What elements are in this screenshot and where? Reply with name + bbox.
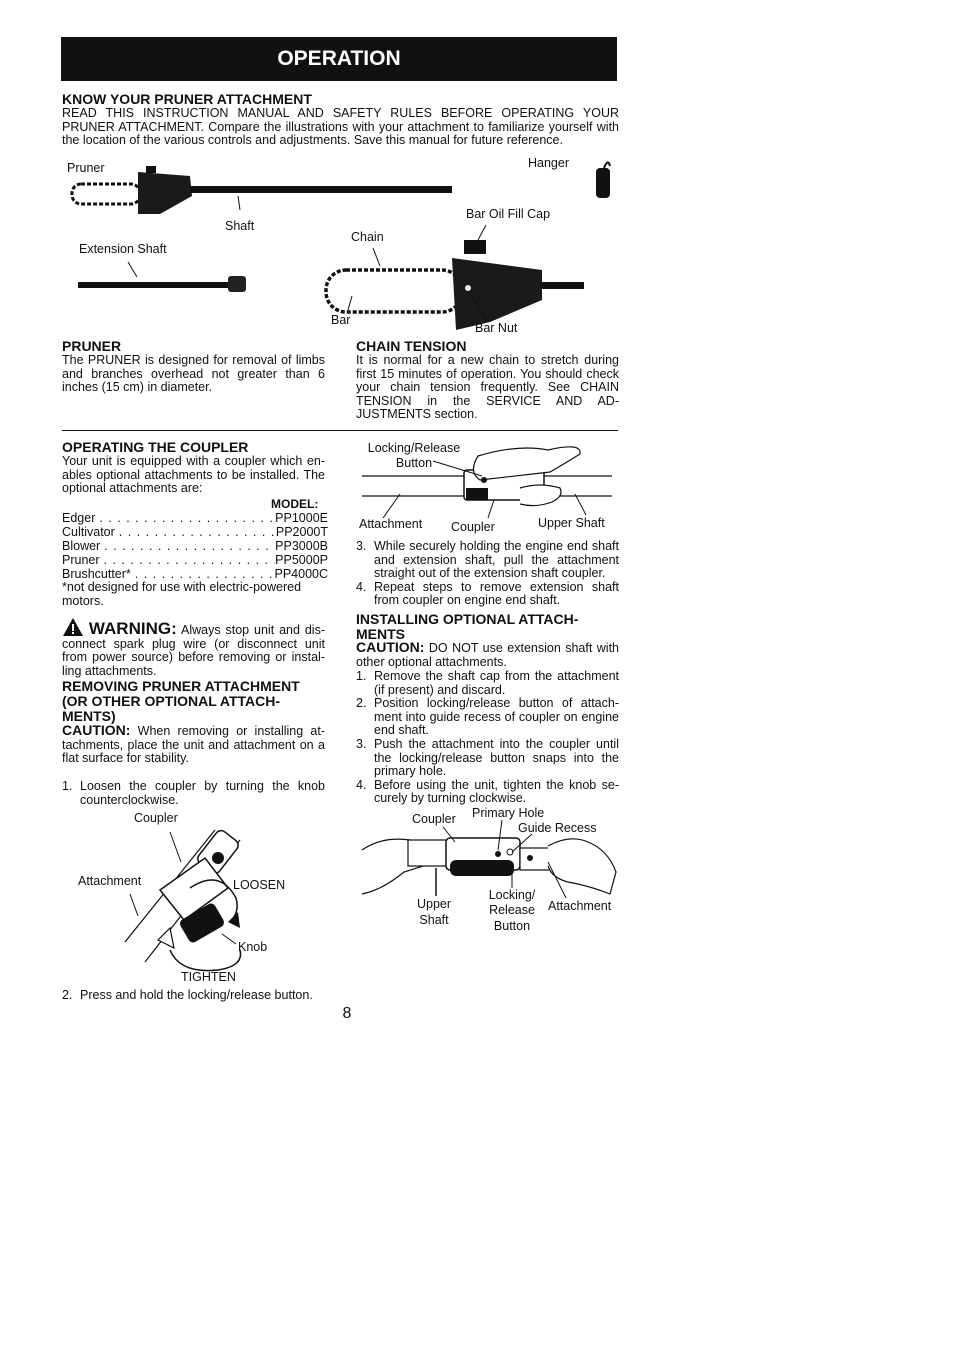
model-header: MODEL: [271, 497, 319, 511]
step-number: 4. [356, 777, 367, 792]
step-number: 2. [62, 988, 73, 1002]
label-shaft: Shaft [419, 913, 449, 927]
label-loosen: LOOSEN [233, 878, 286, 892]
step-number: 1. [356, 669, 367, 683]
model-name: Blower [62, 539, 101, 553]
step-text: Before using the unit, tighten the knob se-curely by turning clockwise. [374, 777, 619, 806]
label-tighten: TIGHTEN [181, 970, 236, 984]
caution-label: CAUTION: [356, 639, 425, 655]
label-coupler: Coupler [134, 811, 178, 825]
label-locking: Locking/ [488, 888, 536, 902]
caution-text: DO NOT use extension shaft with other optional attachments. [356, 641, 619, 669]
label-extension-shaft: Extension Shaft [79, 242, 167, 256]
know-title: KNOW YOUR PRUNER ATTACHMENT [62, 91, 312, 107]
pruner-text: The PRUNER is designed for removal of limbs and branches overhead not greater than 6 inches (15 cm) in diameter. [62, 353, 325, 395]
page-number: 8 [342, 1005, 352, 1022]
removing-title: REMOVING PRUNER ATTACHMENT (OR OTHER OPTIONAL ATTACH-MENTS) [62, 678, 300, 724]
model-code: PP3000B [275, 539, 328, 553]
label-shaft: Shaft [225, 219, 255, 233]
step-text: Press and hold the locking/release button. [80, 988, 313, 1002]
installing-title: INSTALLING OPTIONAL ATTACH-MENTS [356, 611, 579, 642]
step-text: Loosen the coupler by turning the knob counterclockwise. [80, 779, 325, 807]
label-guide-recess: Guide Recess [518, 821, 597, 835]
model-note: *not designed for use with electric-powered motors. [62, 580, 302, 608]
step-text: Repeat steps to remove extension shaft from coupler on engine end shaft. [374, 579, 619, 608]
label-coupler: Coupler [451, 520, 495, 534]
step-number: 1. [62, 779, 73, 793]
coupler-text: Your unit is equipped with a coupler which en-ables optional attachments to be installed. The optional attachments are: [62, 454, 325, 496]
caution-label: CAUTION: [62, 722, 131, 738]
step-text: While securely holding the engine end shaft and extension shaft, pull the attachment straight out of the extension shaft coupler. [374, 539, 619, 581]
label-hanger: Hanger [528, 156, 569, 170]
label-attachment: Attachment [78, 874, 142, 888]
label-upper: Upper [416, 897, 452, 911]
label-upper-shaft: Upper Shaft [538, 516, 605, 530]
label-primary-hole: Primary Hole [472, 806, 545, 820]
step-text: Push the attachment into the coupler until the locking/release button snaps into the primary hole. [374, 736, 619, 779]
label-pruner: Pruner [67, 161, 105, 175]
label-bar-nut: Bar Nut [475, 321, 518, 335]
model-code: PP4000C [274, 567, 328, 581]
label-attachment: Attachment [548, 899, 612, 913]
model-name: Cultivator [62, 525, 115, 539]
model-name: Brushcutter* [62, 567, 131, 581]
label-chain: Chain [351, 230, 384, 244]
model-name: Pruner [62, 553, 100, 567]
label-release: Release [489, 903, 535, 917]
warning-text: Always stop unit and dis-connect spark plug wire (or disconnect unit from power source) before removing or instal-ling attachments. [62, 623, 325, 678]
label-bar: Bar [331, 313, 351, 327]
step-number: 4. [356, 579, 367, 594]
chain-tension-text: It is normal for a new chain to stretch during first 15 minutes of operation. You should check your chain tension frequently. See CHAIN TENSION in the SERVICE AND AD-JUSTMENTS section. [356, 353, 619, 422]
model-code: PP5000P [275, 553, 328, 567]
chain-tension-title: CHAIN TENSION [356, 338, 467, 354]
label-locking-release: Locking/Release [367, 441, 461, 455]
model-name: Edger [62, 511, 96, 525]
step-number: 3. [356, 736, 367, 751]
step-text: Position locking/release button of attach-ment into guide recess of coupler on engine end shaft. [374, 696, 619, 738]
label-coupler: Coupler [412, 812, 456, 826]
coupler-title: OPERATING THE COUPLER [62, 439, 249, 455]
page-title: OPERATION [61, 37, 617, 81]
step-number: 3. [356, 539, 367, 553]
pruner-title: PRUNER [62, 338, 122, 354]
step-text: Remove the shaft cap from the attachment (if present) and discard. [374, 669, 619, 697]
label-button: Button [395, 456, 433, 470]
label-button: Button [493, 919, 531, 933]
step-number: 2. [356, 696, 367, 711]
label-attachment: Attachment [359, 517, 423, 531]
know-text: READ THIS INSTRUCTION MANUAL AND SAFETY RULES BEFORE OPERATING YOUR PRUNER ATTACHMENT. Compare the illustrations with your attachment to familiarize yourself with the location of the various controls and adjustments. Save this manual for future reference. [62, 106, 619, 148]
warning-label: WARNING: [88, 619, 177, 638]
model-code: PP1000E [275, 511, 328, 525]
label-knob: Knob [238, 940, 268, 954]
model-code: PP2000T [275, 525, 328, 539]
label-bar-oil-fill-cap: Bar Oil Fill Cap [466, 207, 551, 221]
caution-text: When removing or installing at-tachments, place the unit and attachment on a flat surface for stability. [62, 724, 325, 766]
